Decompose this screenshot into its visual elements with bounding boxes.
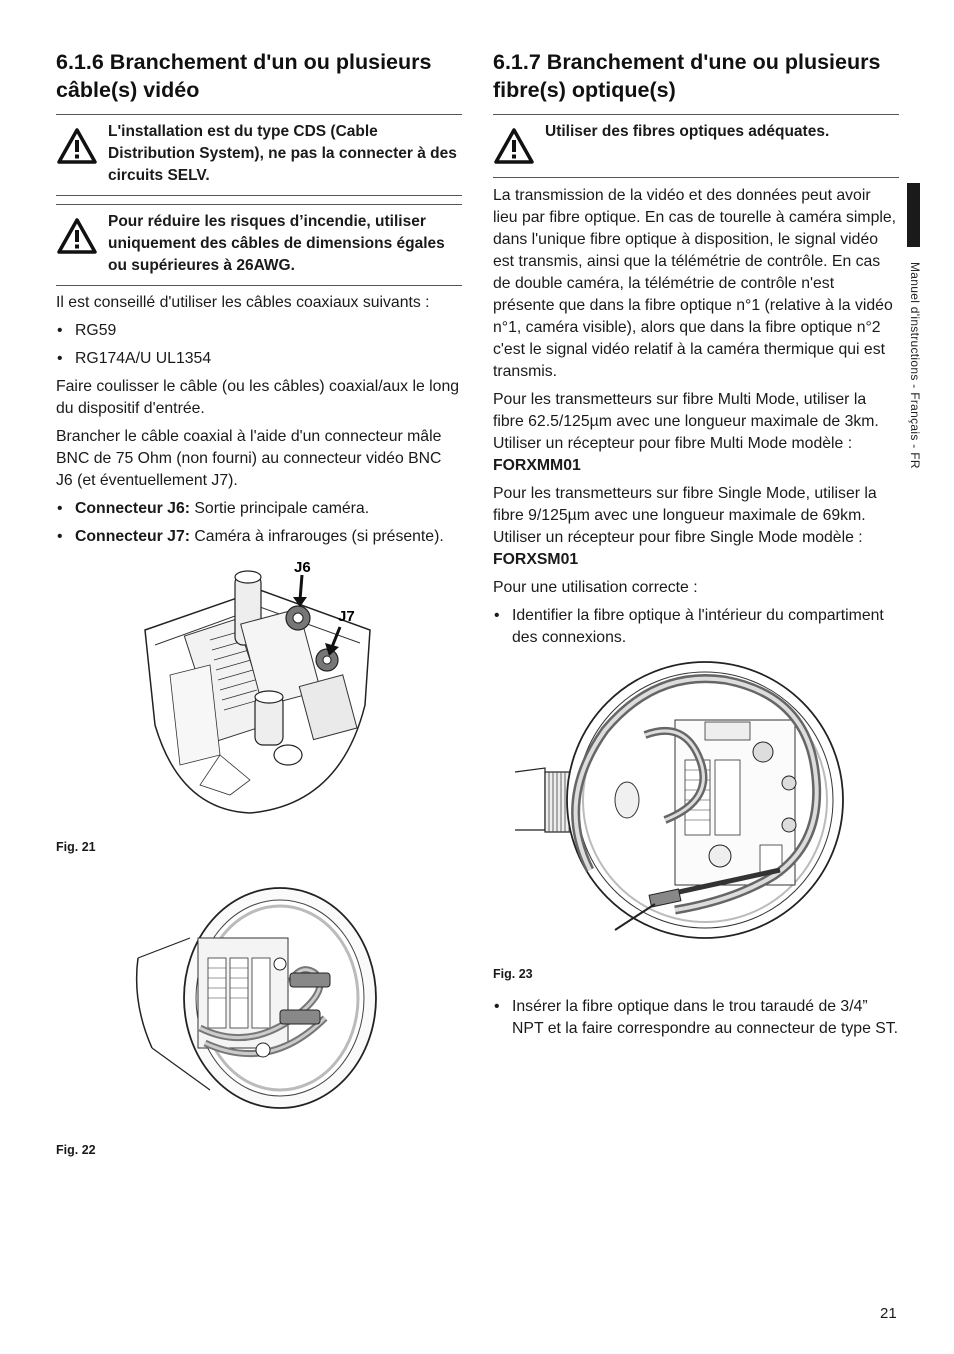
fibre-steps-list [493,605,899,649]
warning-box-fibre [493,114,899,178]
paragraph-multimode [493,389,899,477]
figure-23-caption: Fig. 23 [493,967,533,981]
singlemode-model: FORXSM01 [493,551,579,568]
warning-box-cds [56,114,462,196]
paragraph-slide-cable: Faire coulisser le câble (ou les câbles) coaxial/aux le long du dispositif d'entrée. [56,378,460,417]
section-title-6-1-6: 6.1.6 Branchement d'un ou plusieurs câble(s) vidéo [56,50,432,102]
warning-text-cds: L'installation est du type CDS (Cable Distribution System), ne pas la connecter à des circuits SELV. [108,123,457,184]
figure-22-illustration [130,878,380,1123]
warning-triangle-icon [493,127,535,165]
list-item: • RG59 [56,320,462,342]
warning-box-fire [56,204,462,286]
figure-21-caption: Fig. 21 [56,840,96,854]
paragraph-connect-bnc: Brancher le câble coaxial à l'aide d'un connecteur mâle BNC de 75 Ohm (non fourni) au connecteur vidéo BNC J6 (et éventuellement J7). [56,428,442,489]
page-number: 21 [880,1305,897,1322]
fig21-label-j7: J7 [338,608,355,625]
warning-text-fibre: Utiliser des fibres optiques adéquates. [545,123,830,140]
list-item [56,526,462,548]
paragraph-correct-use: Pour une utilisation correcte : [493,579,698,596]
fig21-label-j6: J6 [294,559,311,576]
list-item [56,498,462,520]
fibre-insert-list [493,996,899,1046]
list-item: • RG174A/U UL1354 [56,348,462,370]
connector-desc: Sortie principale caméra. [190,500,370,517]
list-item: • Identifier la fibre optique à l'intérieur du compartiment des connexions. [493,605,899,649]
connector-desc: Caméra à infrarouges (si présente). [190,528,444,545]
warning-triangle-icon [56,217,98,255]
multimode-model: FORXMM01 [493,457,581,474]
right-column [493,48,899,655]
figure-23-illustration [515,660,875,945]
left-column [56,48,462,554]
figure-21-illustration [140,555,380,820]
singlemode-text: Pour les transmetteurs sur fibre Single Mode, utiliser la fibre 9/125µm avec une longueur maximale de 69km. Utiliser un récepteur pour fibre Single Mode modèle : [493,485,877,546]
figure-22-caption: Fig. 22 [56,1143,96,1157]
warning-triangle-icon [56,127,98,165]
paragraph-singlemode [493,483,899,571]
section-title-6-1-7: 6.1.7 Branchement d'une ou plusieurs fibre(s) optique(s) [493,50,881,102]
cables-intro: Il est conseillé d'utiliser les câbles coaxiaux suivants : [56,294,430,311]
list-item: • Insérer la fibre optique dans le trou taraudé de 3/4” NPT et la faire correspondre au connecteur de type ST. [493,996,899,1040]
paragraph-transmission: La transmission de la vidéo et des données peut avoir lieu par fibre optique. En cas de tourelle à caméra simple, dans l'unique fibre optique à disposition, le signal vidéo est transmis, ainsi que la télémétrie de contrôle. En cas de double caméra, la télémétrie de contrôle n'est présente que dans la fibre optique n°1 (relative à la vidéo n°1, caméra visible), alors que dans la fibre optique n°2 c'est le signal vidéo relatif à la caméra thermique qui est transmis. [493,187,897,380]
connector-label: Connecteur J6: [75,500,190,517]
side-tab-marker [907,183,920,247]
connector-list [56,498,462,548]
connector-label: Connecteur J7: [75,528,190,545]
warning-text-fire: Pour réduire les risques d’incendie, utiliser uniquement des câbles de dimensions égales ou supérieures à 26AWG. [108,213,445,274]
cable-list [56,320,462,370]
multimode-text: Pour les transmetteurs sur fibre Multi Mode, utiliser la fibre 62.5/125µm avec une longueur maximale de 3km. Utiliser un récepteur pour fibre Multi Mode modèle : [493,391,879,452]
side-label: Manuel d'instructions - Français - FR [908,262,922,469]
